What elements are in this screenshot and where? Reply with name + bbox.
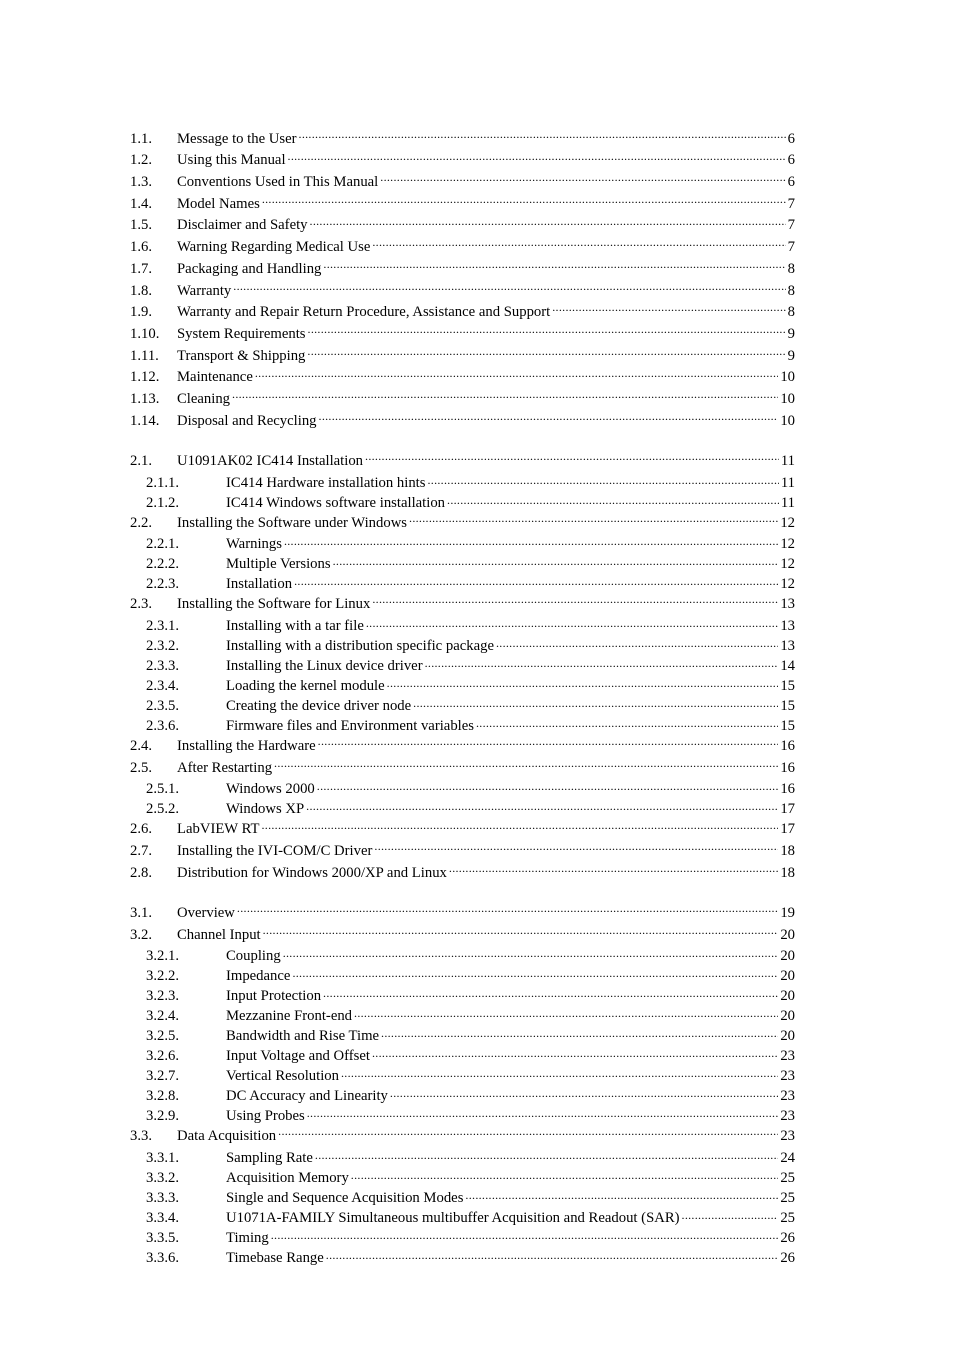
toc-title: Model Names xyxy=(177,195,260,212)
toc-title: After Restarting xyxy=(177,759,273,776)
toc-page: 23 xyxy=(780,1108,795,1125)
toc-subentry[interactable] xyxy=(130,1026,795,1046)
toc-number: 3.2.8. xyxy=(146,1088,180,1105)
toc-number: 2.5.2. xyxy=(146,801,180,818)
toc-page: 25 xyxy=(780,1169,795,1186)
dot-leader xyxy=(496,635,778,650)
toc-number: 1.13. xyxy=(130,390,160,407)
toc-number: 3.3. xyxy=(130,1128,153,1145)
dot-leader xyxy=(425,655,779,670)
toc-number: 3.1. xyxy=(130,904,153,921)
toc-title: Message to the User xyxy=(177,130,297,147)
toc-page: 20 xyxy=(780,968,795,985)
toc-subentry[interactable] xyxy=(130,966,795,986)
toc-number: 1.4. xyxy=(130,195,153,212)
toc-title: Installing the Linux device driver xyxy=(226,657,423,674)
dot-leader xyxy=(310,215,786,230)
toc-number: 2.2. xyxy=(130,514,153,531)
toc-entry[interactable] xyxy=(130,367,795,389)
toc-number: 3.2.2. xyxy=(146,968,180,985)
dot-leader xyxy=(318,735,779,750)
toc-page: 26 xyxy=(780,1229,795,1246)
dot-leader xyxy=(284,534,778,549)
toc-subentry[interactable] xyxy=(130,1086,795,1106)
toc-subentry[interactable] xyxy=(130,1046,795,1066)
dot-leader xyxy=(263,924,779,939)
toc-page: 20 xyxy=(780,926,795,943)
toc-title: Warnings xyxy=(226,536,282,553)
dot-leader xyxy=(283,946,779,961)
toc-page: 18 xyxy=(780,864,795,881)
toc-subentry[interactable] xyxy=(130,1006,795,1026)
dot-leader xyxy=(372,236,785,251)
toc-page: 7 xyxy=(787,217,795,234)
toc-entry[interactable] xyxy=(130,1126,795,1148)
toc-number: 1.12. xyxy=(130,369,160,386)
toc-number: 2.1.2. xyxy=(146,494,180,511)
dot-leader xyxy=(307,345,785,360)
dot-leader xyxy=(255,367,778,382)
dot-leader xyxy=(390,1086,778,1101)
toc-entry[interactable] xyxy=(130,323,795,345)
toc-title: Creating the device driver node xyxy=(226,697,412,714)
toc-title: Cleaning xyxy=(177,390,231,407)
dot-leader xyxy=(381,1026,778,1041)
dot-leader xyxy=(333,554,779,569)
toc-page: 23 xyxy=(780,1088,795,1105)
toc-page: 20 xyxy=(780,988,795,1005)
toc-page: 12 xyxy=(780,514,795,531)
toc-page: 11 xyxy=(780,452,795,469)
dot-leader xyxy=(380,171,785,186)
dot-leader xyxy=(278,1126,778,1141)
toc-number: 2.6. xyxy=(130,821,153,838)
toc-subentry[interactable] xyxy=(130,675,795,695)
dot-leader xyxy=(409,512,778,527)
toc-subentry[interactable] xyxy=(130,574,795,594)
dot-leader xyxy=(366,615,778,630)
dot-leader xyxy=(232,388,778,403)
toc-title: Conventions Used in This Manual xyxy=(177,174,379,191)
dot-leader xyxy=(288,150,786,165)
toc-page: 6 xyxy=(787,174,795,191)
dot-leader xyxy=(326,1247,779,1262)
dot-leader xyxy=(447,492,779,507)
toc-title: Distribution for Windows 2000/XP and Linux xyxy=(177,864,447,881)
toc-number: 2.3.4. xyxy=(146,677,180,694)
toc-entry[interactable] xyxy=(130,410,795,432)
toc-number: 2.7. xyxy=(130,842,153,859)
toc-number: 3.2.3. xyxy=(146,988,180,1005)
toc-page: 8 xyxy=(787,304,795,321)
toc-number: 3.2.6. xyxy=(146,1048,180,1065)
toc-page: 23 xyxy=(780,1068,795,1085)
toc-page: 23 xyxy=(780,1128,795,1145)
toc-entry[interactable] xyxy=(130,215,795,237)
dot-leader xyxy=(552,302,785,317)
toc-page: 10 xyxy=(780,412,795,429)
toc-title: IC414 Hardware installation hints xyxy=(226,474,426,491)
toc-entry[interactable] xyxy=(130,128,795,150)
toc-number: 2.1. xyxy=(130,452,153,469)
toc-title: Timing xyxy=(226,1229,269,1246)
toc-title: Installing the Software under Windows xyxy=(177,514,408,531)
toc-page: 13 xyxy=(780,617,795,634)
toc-number: 2.1.1. xyxy=(146,474,180,491)
dot-leader xyxy=(449,862,778,877)
toc-title: Installing the Software for Linux xyxy=(177,596,371,613)
dot-leader xyxy=(465,1187,778,1202)
toc-entry[interactable] xyxy=(130,840,795,862)
toc-subentry[interactable] xyxy=(130,1207,795,1227)
toc-page: 7 xyxy=(787,195,795,212)
toc-number: 3.3.2. xyxy=(146,1169,180,1186)
toc-title: Mezzanine Front-end xyxy=(226,1008,353,1025)
toc-entry[interactable] xyxy=(130,862,795,884)
dot-leader xyxy=(308,323,786,338)
dot-leader xyxy=(299,128,786,143)
toc-subentry[interactable] xyxy=(130,635,795,655)
dot-leader xyxy=(271,1227,779,1242)
toc-entry[interactable] xyxy=(130,924,795,946)
toc-subentry[interactable] xyxy=(130,655,795,675)
toc-page: 19 xyxy=(780,904,795,921)
toc-title: Installing with a distribution specific package xyxy=(226,637,494,654)
toc-page: 25 xyxy=(780,1209,795,1226)
toc-title: Installing the IVI-COM/C Driver xyxy=(177,842,373,859)
toc-page: 7 xyxy=(787,239,795,256)
toc-number: 3.2.1. xyxy=(146,948,180,965)
toc-number: 1.7. xyxy=(130,260,153,277)
dot-leader xyxy=(319,410,779,425)
toc-title: System Requirements xyxy=(177,325,306,342)
toc-subentry[interactable] xyxy=(130,472,795,492)
toc-number: 1.11. xyxy=(130,347,159,364)
toc-title: Sampling Rate xyxy=(226,1149,313,1166)
toc-subentry[interactable] xyxy=(130,946,795,966)
toc-title: Disclaimer and Safety xyxy=(177,217,308,234)
dot-leader xyxy=(237,902,778,917)
toc-number: 2.4. xyxy=(130,737,153,754)
dot-leader xyxy=(294,574,778,589)
toc-number: 1.3. xyxy=(130,174,153,191)
toc-subentry[interactable] xyxy=(130,779,795,799)
dot-leader xyxy=(274,757,778,772)
toc-title: Acquisition Memory xyxy=(226,1169,349,1186)
dot-leader xyxy=(365,450,779,465)
dot-leader xyxy=(315,1147,778,1162)
toc-number: 1.6. xyxy=(130,239,153,256)
toc-title: Using Probes xyxy=(226,1108,305,1125)
toc-page: 9 xyxy=(787,347,795,364)
toc-title: Installing the Hardware xyxy=(177,737,316,754)
toc-title: Multiple Versions xyxy=(226,556,331,573)
toc-page: 6 xyxy=(787,152,795,169)
toc-subentry[interactable] xyxy=(130,1147,795,1167)
toc-page: 23 xyxy=(780,1048,795,1065)
toc-page: 8 xyxy=(787,282,795,299)
toc-title: Warning Regarding Medical Use xyxy=(177,239,371,256)
table-of-contents xyxy=(130,128,795,1267)
dot-leader xyxy=(372,594,778,609)
dot-leader xyxy=(351,1167,779,1182)
dot-leader xyxy=(682,1207,779,1222)
toc-subentry[interactable] xyxy=(130,1247,795,1267)
toc-subentry[interactable] xyxy=(130,534,795,554)
toc-page: 17 xyxy=(780,821,795,838)
toc-title: Impedance xyxy=(226,968,291,985)
toc-subentry[interactable] xyxy=(130,715,795,735)
toc-page: 8 xyxy=(787,260,795,277)
toc-number: 2.2.2. xyxy=(146,556,180,573)
toc-number: 1.5. xyxy=(130,217,153,234)
toc-entry[interactable] xyxy=(130,258,795,280)
toc-number: 2.3.1. xyxy=(146,617,180,634)
toc-title: Windows XP xyxy=(226,801,305,818)
toc-number: 1.8. xyxy=(130,282,153,299)
toc-number: 3.2.5. xyxy=(146,1028,180,1045)
toc-subentry[interactable] xyxy=(130,1066,795,1086)
toc-subentry[interactable] xyxy=(130,986,795,1006)
toc-number: 1.2. xyxy=(130,152,153,169)
toc-title: Packaging and Handling xyxy=(177,260,322,277)
toc-number: 3.3.3. xyxy=(146,1189,180,1206)
toc-number: 3.3.4. xyxy=(146,1209,180,1226)
toc-entry[interactable] xyxy=(130,450,795,472)
toc-title: Vertical Resolution xyxy=(226,1068,339,1085)
toc-title: Timebase Range xyxy=(226,1249,324,1266)
toc-page: 16 xyxy=(780,781,795,798)
toc-page: 18 xyxy=(780,842,795,859)
toc-subentry[interactable] xyxy=(130,492,795,512)
toc-number: 3.3.6. xyxy=(146,1249,180,1266)
toc-page: 13 xyxy=(780,637,795,654)
toc-title: U1071A-FAMILY Simultaneous multibuffer Acquisition and Readout (SAR) xyxy=(226,1209,680,1226)
toc-subentry[interactable] xyxy=(130,1106,795,1126)
toc-title: LabVIEW RT xyxy=(177,821,260,838)
toc-number: 1.1. xyxy=(130,130,153,147)
toc-page: 10 xyxy=(780,390,795,407)
toc-page: 12 xyxy=(780,536,795,553)
toc-page: 14 xyxy=(780,657,795,674)
toc-title: Installing with a tar file xyxy=(226,617,364,634)
toc-entry[interactable] xyxy=(130,302,795,324)
dot-leader xyxy=(323,986,778,1001)
toc-title: IC414 Windows software installation xyxy=(226,494,446,511)
toc-page: 26 xyxy=(780,1249,795,1266)
dot-leader xyxy=(262,193,786,208)
dot-leader xyxy=(323,258,785,273)
toc-subentry[interactable] xyxy=(130,799,795,819)
toc-number: 2.2.3. xyxy=(146,576,180,593)
toc-number: 1.9. xyxy=(130,304,153,321)
dot-leader xyxy=(307,1106,779,1121)
toc-number: 2.3. xyxy=(130,596,153,613)
toc-number: 2.2.1. xyxy=(146,536,180,553)
toc-title: Data Acquisition xyxy=(177,1128,277,1145)
toc-number: 1.10. xyxy=(130,325,160,342)
toc-title: Bandwidth and Rise Time xyxy=(226,1028,380,1045)
toc-entry[interactable] xyxy=(130,512,795,534)
toc-page: 13 xyxy=(780,596,795,613)
toc-page: 15 xyxy=(780,717,795,734)
dot-leader xyxy=(292,966,778,981)
toc-page: 12 xyxy=(780,556,795,573)
toc-number: 3.2.7. xyxy=(146,1068,180,1085)
toc-page: 24 xyxy=(780,1149,795,1166)
toc-entry[interactable] xyxy=(130,757,795,779)
toc-page: 9 xyxy=(787,325,795,342)
toc-subentry[interactable] xyxy=(130,1187,795,1207)
toc-title: Maintenance xyxy=(177,369,253,386)
toc-subentry[interactable] xyxy=(130,1167,795,1187)
toc-number: 3.3.1. xyxy=(146,1149,180,1166)
toc-title: Warranty xyxy=(177,282,232,299)
toc-page: 20 xyxy=(780,1008,795,1025)
toc-title: Input Voltage and Offset xyxy=(226,1048,370,1065)
toc-page: 25 xyxy=(780,1189,795,1206)
toc-number: 2.8. xyxy=(130,864,153,881)
toc-entry[interactable] xyxy=(130,388,795,410)
toc-subentry[interactable] xyxy=(130,1227,795,1247)
toc-page: 16 xyxy=(780,759,795,776)
toc-title: Single and Sequence Acquisition Modes xyxy=(226,1189,464,1206)
toc-entry[interactable] xyxy=(130,171,795,193)
toc-title: Firmware files and Environment variables xyxy=(226,717,474,734)
toc-number: 3.3.5. xyxy=(146,1229,180,1246)
toc-entry[interactable] xyxy=(130,236,795,258)
toc-page: 12 xyxy=(780,576,795,593)
toc-title: DC Accuracy and Linearity xyxy=(226,1088,388,1105)
toc-page: 11 xyxy=(780,474,795,491)
toc-title: Input Protection xyxy=(226,988,322,1005)
toc-number: 2.3.3. xyxy=(146,657,180,674)
toc-page: 6 xyxy=(787,130,795,147)
toc-page: 15 xyxy=(780,677,795,694)
dot-leader xyxy=(341,1066,778,1081)
toc-page: 20 xyxy=(780,1028,795,1045)
toc-entry[interactable] xyxy=(130,280,795,302)
toc-number: 3.2. xyxy=(130,926,153,943)
toc-entry[interactable] xyxy=(130,902,795,924)
toc-number: 1.14. xyxy=(130,412,160,429)
toc-title: Transport & Shipping xyxy=(177,347,306,364)
toc-number: 2.3.2. xyxy=(146,637,180,654)
dot-leader xyxy=(306,799,778,814)
toc-title: Using this Manual xyxy=(177,152,286,169)
toc-subentry[interactable] xyxy=(130,554,795,574)
toc-page: 17 xyxy=(780,801,795,818)
toc-title: Coupling xyxy=(226,948,281,965)
toc-entry[interactable] xyxy=(130,735,795,757)
toc-page: 15 xyxy=(780,697,795,714)
toc-number: 2.5. xyxy=(130,759,153,776)
toc-entry[interactable] xyxy=(130,150,795,172)
toc-page: 10 xyxy=(780,369,795,386)
dot-leader xyxy=(427,472,778,487)
dot-leader xyxy=(413,695,778,710)
toc-title: Overview xyxy=(177,904,235,921)
dot-leader xyxy=(233,280,785,295)
dot-leader xyxy=(354,1006,778,1021)
dot-leader xyxy=(476,715,778,730)
toc-entry[interactable] xyxy=(130,193,795,215)
toc-title: Loading the kernel module xyxy=(226,677,385,694)
toc-title: Installation xyxy=(226,576,293,593)
dot-leader xyxy=(261,819,778,834)
dot-leader xyxy=(374,840,778,855)
dot-leader xyxy=(387,675,779,690)
toc-entry[interactable] xyxy=(130,594,795,616)
toc-entry[interactable] xyxy=(130,345,795,367)
toc-number: 3.2.9. xyxy=(146,1108,180,1125)
dot-leader xyxy=(317,779,779,794)
toc-subentry[interactable] xyxy=(130,615,795,635)
toc-title: Channel Input xyxy=(177,926,261,943)
toc-number: 2.3.5. xyxy=(146,697,180,714)
dot-leader xyxy=(372,1046,778,1061)
toc-page: 16 xyxy=(780,737,795,754)
toc-title: U1091AK02 IC414 Installation xyxy=(177,452,364,469)
toc-subentry[interactable] xyxy=(130,695,795,715)
toc-number: 3.2.4. xyxy=(146,1008,180,1025)
toc-title: Windows 2000 xyxy=(226,781,315,798)
toc-page: 11 xyxy=(780,494,795,511)
toc-title: Warranty and Repair Return Procedure, Assistance and Support xyxy=(177,304,551,321)
toc-page: 20 xyxy=(780,948,795,965)
toc-number: 2.5.1. xyxy=(146,781,180,798)
toc-number: 2.3.6. xyxy=(146,717,180,734)
toc-entry[interactable] xyxy=(130,819,795,841)
toc-title: Disposal and Recycling xyxy=(177,412,317,429)
